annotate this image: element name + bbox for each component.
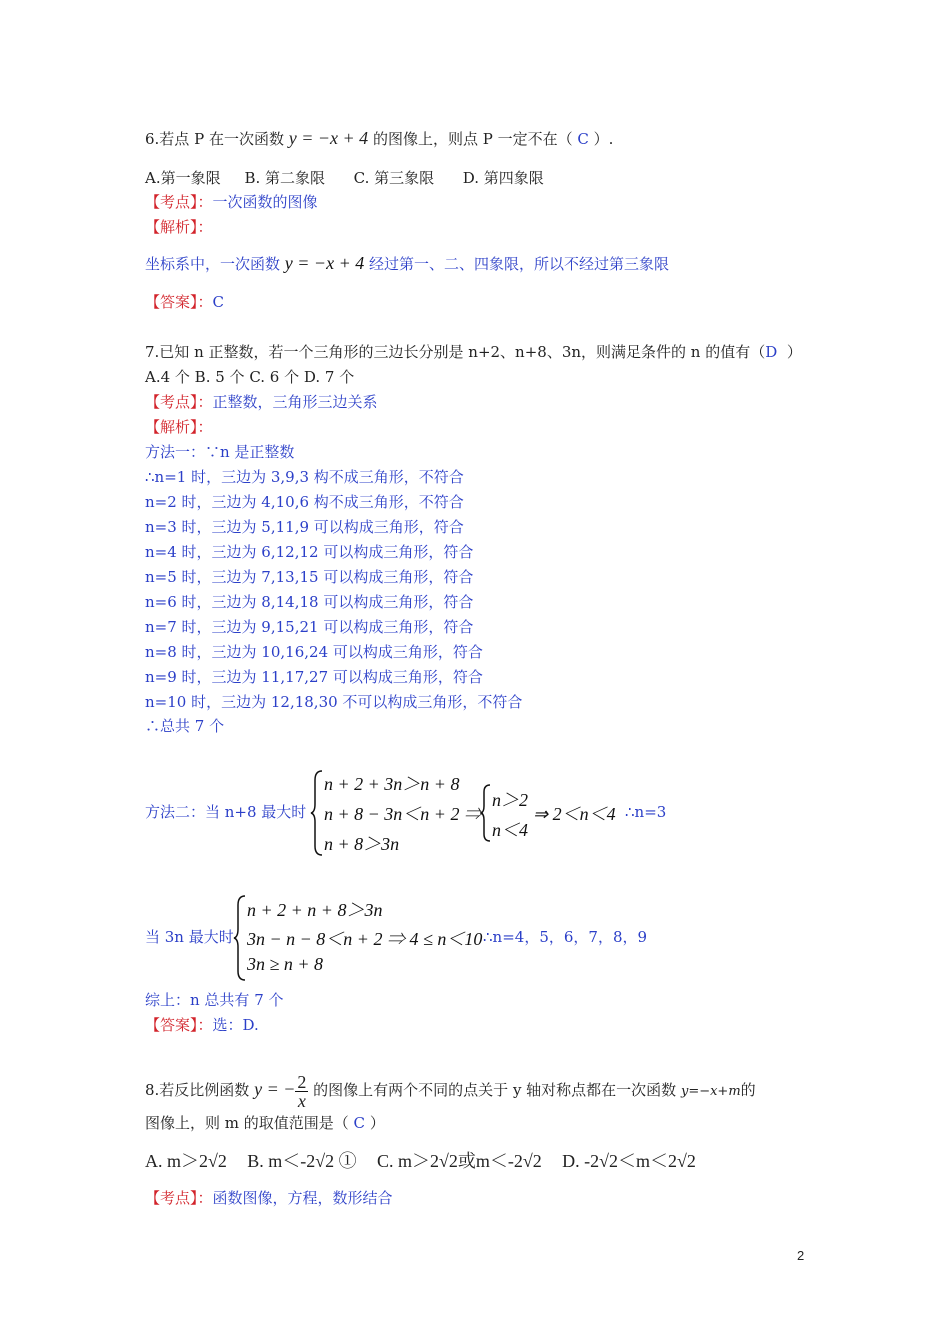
q8-fraction: $\frac{2}{x}$ <box>297 1071 307 1111</box>
q7-answer-inline: D <box>765 343 778 361</box>
left-brace-icon <box>233 895 247 981</box>
q7-case: n=2 时，三边为 4,10,6 构不成三角形，不符合 <box>145 493 464 511</box>
q6-options: A.第一象限 B. 第二象限 C. 第三象限 D. 第四象限 <box>145 169 544 187</box>
q7-case: n=9 时，三边为 11,17,27 可以构成三角形，符合 <box>145 668 483 686</box>
q7-case: n=7 时，三边为 9,15,21 可以构成三角形，符合 <box>145 618 474 636</box>
q7-case: n=10 时，三边为 12,18,30 不可以构成三角形，不符合 <box>145 693 523 711</box>
q6-kaodian: 【考点】：一次函数的图像 <box>145 193 318 211</box>
q8-options: A. m＞2√2 B. m＜-2√2 ① C. m＞2√2或m＜-2√2 D. -2√2＜m＜2√2 <box>145 1151 696 1171</box>
left-brace-icon <box>480 784 492 842</box>
q8-answer-inline: C <box>353 1114 366 1132</box>
q7-method3-label: 当 3n 最大时 <box>145 928 234 946</box>
q7-total: ∴总共 7 个 <box>145 717 225 735</box>
q7-method3-final: ∴n=4，5，6，7，8，9 <box>483 928 648 946</box>
q7-method2-final: ∴n=3 <box>625 803 667 821</box>
q7-options: A.4 个 B. 5 个 C. 6 个 D. 7 个 <box>145 368 355 386</box>
q7-kaodian: 【考点】：正整数，三角形三边关系 <box>145 393 378 411</box>
q7-method2-eq2: n + 8 − 3n＜n + 2 ⇒ <box>324 804 482 824</box>
q7-method3-eq1: n + 2 + n + 8＞3n <box>247 900 383 920</box>
q7-case: n=6 时，三边为 8,14,18 可以构成三角形，符合 <box>145 593 474 611</box>
q7-method2-label: 方法二：当 n+8 最大时 <box>145 803 307 821</box>
q7-method1: 方法一：∵n 是正整数 <box>145 443 295 461</box>
q6-formula: y = −x + 4 <box>288 128 369 148</box>
q7-method2-eq1: n + 2 + 3n＞n + 8 <box>324 774 460 794</box>
q7-case: n=4 时，三边为 6,12,12 可以构成三角形，符合 <box>145 543 474 561</box>
q7-method3-eq3: 3n ≥ n + 8 <box>247 954 324 974</box>
q8-stem-line2: 图像上，则 m 的取值范围是（ C ） <box>145 1114 385 1132</box>
q8-stem: 8.若反比例函数 y = − $\frac{2}{x}$ 的图像上有两个不同的点关于 y 轴对称点都在一次函数 y=−x+m的 <box>145 1071 756 1111</box>
q7-method3-eq2: 3n − n − 8＜n + 2 ⇒ 4 ≤ n＜10 <box>247 929 483 949</box>
page-number: 2 <box>797 1248 805 1263</box>
q6-answer-inline: C <box>577 130 589 148</box>
q7-case: n=8 时，三边为 10,16,24 可以构成三角形，符合 <box>145 643 483 661</box>
q6-jiexi-label: 【解析】： <box>145 218 213 236</box>
q6-stem: 6.若点 P 在一次函数 y = −x + 4 的图像上，则点 P 一定不在（ C ）. <box>145 128 614 148</box>
q7-stem: 7.已知 n 正整数，若一个三角形的三边长分别是 n+2、n+8、3n，则满足条件的 n 的值有（D ） <box>145 343 802 361</box>
q7-case: n=5 时，三边为 7,13,15 可以构成三角形，符合 <box>145 568 474 586</box>
q7-method2-eq3: n + 8＞3n <box>324 834 400 854</box>
q6-explanation: 坐标系中，一次函数 y = −x + 4 经过第一、二、四象限，所以不经过第三象限 <box>145 253 670 273</box>
left-brace-icon <box>310 770 324 856</box>
q6-answer: 【答案】：C <box>145 293 224 311</box>
q8-kaodian: 【考点】：函数图像，方程，数形结合 <box>145 1189 393 1207</box>
q7-method2-result: ⇒ 2＜n＜4 <box>533 804 616 824</box>
q7-method2-sys2-a: n＞2 <box>492 790 528 810</box>
q7-case: ∴n=1 时，三边为 3,9,3 构不成三角形，不符合 <box>145 468 464 486</box>
q7-summary: 综上：n 总共有 7 个 <box>145 991 284 1009</box>
q7-jiexi-label: 【解析】： <box>145 418 213 436</box>
q7-method2-sys2-b: n＜4 <box>492 820 528 840</box>
q7-answer: 【答案】：选：D. <box>145 1016 259 1034</box>
q7-case: n=3 时，三边为 5,11,9 可以构成三角形，符合 <box>145 518 464 536</box>
